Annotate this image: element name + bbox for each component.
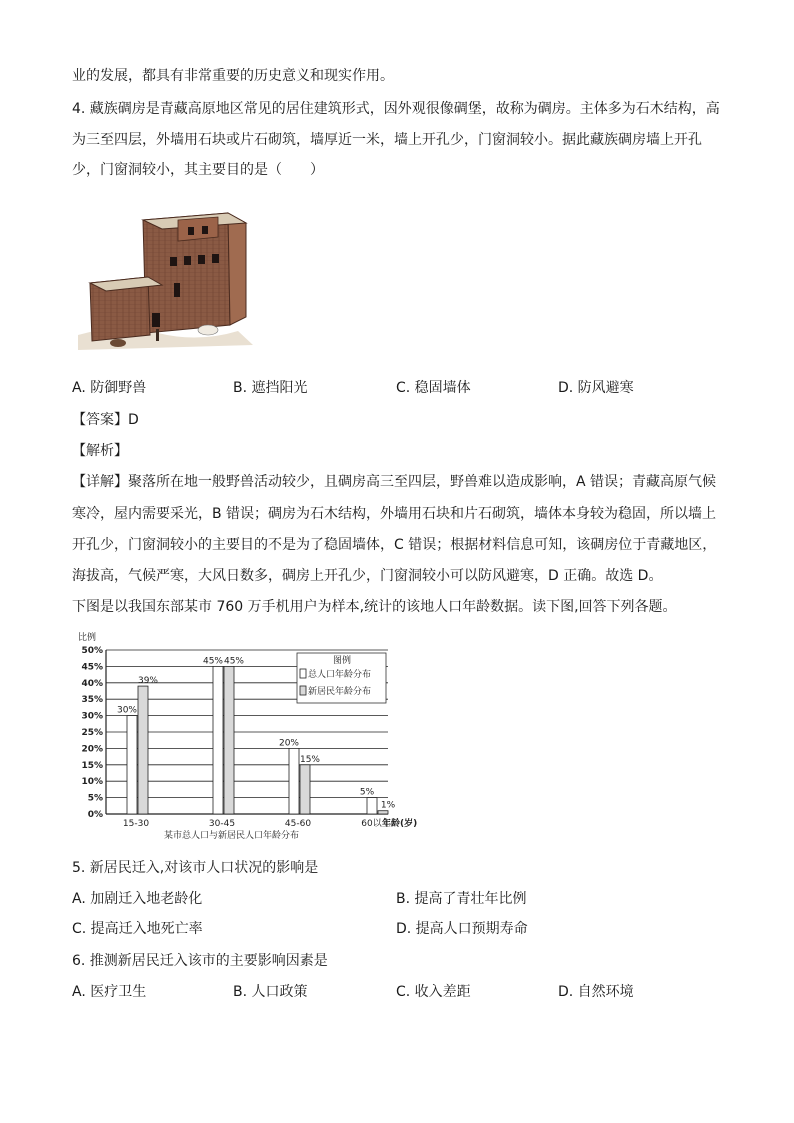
q5-stem: 5. 新居民迁入,对该市人口状况的影响是: [72, 860, 319, 876]
y-tick-label: 0%: [87, 810, 103, 820]
bar-label: 5%: [359, 787, 375, 798]
q4-analysis-label: 【解析】: [72, 443, 128, 459]
q4-option-b[interactable]: B. 遮挡阳光: [233, 380, 308, 396]
q5-option-a[interactable]: A. 加剧迁入地老龄化: [72, 891, 203, 907]
chart-title: 某市总人口与新居民人口年龄分布: [164, 831, 300, 841]
y-tick-label: 5%: [87, 793, 103, 804]
age-distribution-chart: [74, 628, 434, 843]
x-tick-label: 15-30: [122, 819, 150, 829]
bar-label: 30%: [116, 705, 138, 716]
q5-option-d[interactable]: D. 提高人口预期寿命: [396, 921, 528, 937]
q4-stem-line-3: 少，门窗洞较小，其主要目的是（ ）: [72, 162, 324, 178]
q4-answer: 【答案】D: [72, 412, 139, 428]
x-tick-label: 60以上: [361, 819, 391, 829]
q4-detail-line-4: 海拔高，气候严寒，大风日数多，碉房上开孔少，门窗洞较小可以防风避寒，D 正确。故选 D。: [72, 568, 663, 584]
y-tick-label: 20%: [81, 744, 103, 755]
q6-option-b[interactable]: B. 人口政策: [233, 984, 308, 1000]
legend-title: 图例: [333, 656, 352, 666]
bar-0-1: [213, 666, 223, 814]
chart-stem-intro: 下图是以我国东部某市 760 万手机用户为样本,统计的该地人口年龄数据。读下图,回答下列各题。: [72, 599, 677, 615]
bar-label: 1%: [380, 800, 396, 811]
y-tick-label: 15%: [81, 760, 103, 771]
bar-label: 39%: [137, 676, 159, 687]
chart-y-ticks: [81, 646, 103, 820]
bar-1-0: [138, 686, 148, 814]
tibetan-blockhouse-illustration: [78, 205, 268, 355]
q4-option-c[interactable]: C. 稳固墙体: [396, 380, 471, 396]
q6-option-a[interactable]: A. 医疗卫生: [72, 984, 147, 1000]
intro-tail-text: 业的发展，都具有非常重要的历史意义和现实作用。: [72, 68, 394, 84]
bar-1-2: [300, 765, 310, 814]
q4-stem-line-2: 为三至四层，外墙用石块或片石砌筑，墙厚近一米，墙上开孔少，门窗洞较小。据此藏族碉房墙上开孔: [72, 132, 702, 148]
y-tick-label: 40%: [81, 678, 103, 689]
q5-option-c[interactable]: C. 提高迁入地死亡率: [72, 921, 203, 937]
bar-1-3: [378, 811, 388, 814]
bar-label: 45%: [202, 656, 224, 667]
legend-entry-total: 总人口年龄分布: [308, 670, 372, 680]
q6-option-c[interactable]: C. 收入差距: [396, 984, 471, 1000]
chart-x-axis-label: 年龄(岁): [382, 819, 418, 829]
q6-option-d[interactable]: D. 自然环境: [558, 984, 634, 1000]
legend-swatch-total: [300, 669, 306, 678]
q4-detail-line-1: 【详解】聚落所在地一般野兽活动较少，且碉房高三至四层，野兽难以造成影响，A 错误；青藏高原气候: [72, 474, 717, 490]
legend-entry-new: 新居民年龄分布: [308, 687, 372, 697]
q6-stem: 6. 推测新居民迁入该市的主要影响因素是: [72, 953, 328, 969]
y-tick-label: 45%: [81, 662, 103, 673]
q4-option-d[interactable]: D. 防风避寒: [558, 380, 634, 396]
bar-0-2: [289, 748, 299, 814]
y-tick-label: 35%: [81, 695, 103, 706]
q4-detail-line-2: 寒冷，屋内需要采光，B 错误；碉房为石木结构，外墙用石块和片石砌筑，墙体本身较为稳固，所以墙上: [72, 506, 717, 522]
bar-1-1: [224, 666, 234, 814]
q4-detail-line-3: 开孔少，门窗洞较小的主要目的不是为了稳固墙体，C 错误；根据材料信息可知，该碉房位于青藏地区，: [72, 537, 717, 553]
bar-0-0: [127, 716, 137, 814]
legend-swatch-new: [300, 686, 306, 695]
chart-y-axis-label: 比例: [78, 633, 97, 643]
x-tick-label: 45-60: [284, 819, 312, 829]
y-tick-label: 30%: [81, 711, 103, 722]
q4-option-a[interactable]: A. 防御野兽: [72, 380, 147, 396]
y-tick-label: 50%: [81, 646, 103, 656]
bar-label: 45%: [223, 656, 245, 667]
x-tick-label: 30-45: [208, 819, 236, 829]
y-tick-label: 25%: [81, 728, 103, 738]
bar-label: 15%: [299, 754, 321, 765]
chart-x-ticks: [123, 817, 391, 829]
bar-0-3: [367, 798, 377, 814]
y-tick-label: 10%: [81, 777, 103, 788]
chart-legend: [297, 653, 386, 703]
q5-option-b[interactable]: B. 提高了青壮年比例: [396, 891, 527, 907]
bar-label: 20%: [278, 738, 300, 749]
q4-stem-line-1: 4. 藏族碉房是青藏高原地区常见的居住建筑形式，因外观很像碉堡，故称为碉房。主体多为石木结构，高: [72, 101, 720, 117]
